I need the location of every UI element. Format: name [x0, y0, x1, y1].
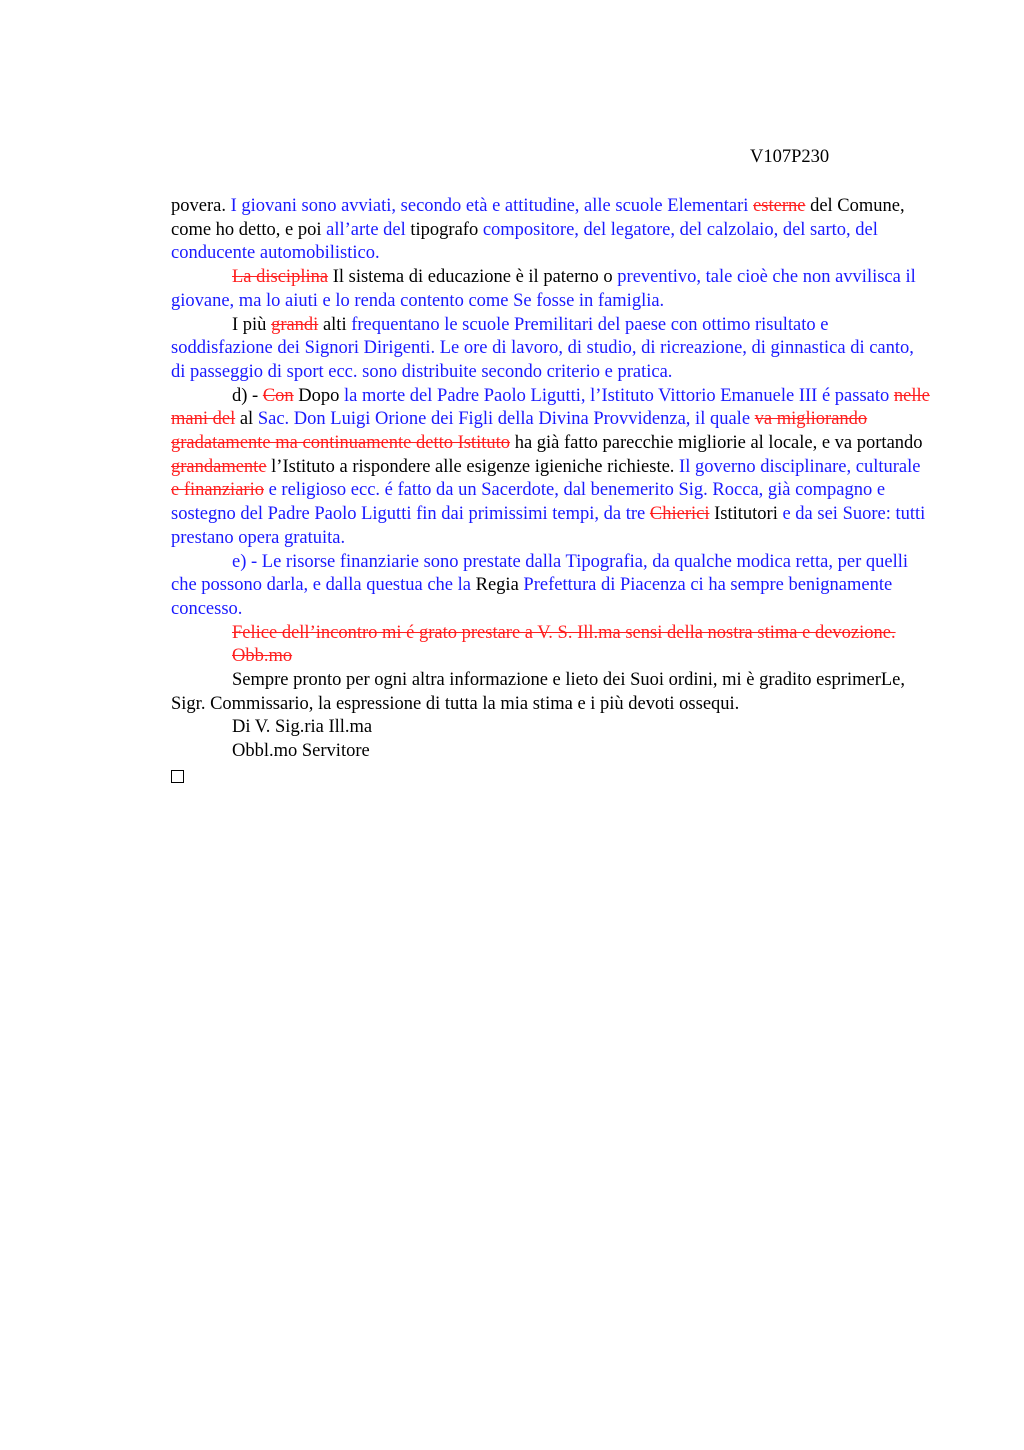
page-identifier: V107P230 — [750, 147, 830, 167]
paragraph-3 — [171, 314, 931, 385]
added-text: e) - Le risorse finanziarie sono prestate dalla Tipografia, da qualche modica retta, per quelli che possono darla, e dalla questua che la — [171, 551, 909, 596]
added-text: Sac. Don Luigi Orione dei Figli della Divina Provvidenza, il quale — [257, 409, 755, 430]
text: alti — [318, 314, 352, 335]
added-text: Prefettura di Piacenza ci ha sempre benignamente concesso. — [171, 575, 893, 619]
text: al — [235, 409, 258, 430]
text: del Comune, come ho detto, e poi — [171, 196, 905, 240]
text: I più — [232, 314, 272, 335]
added-text: e religioso ecc. é fatto da un Sacerdote, dal benemerito Sig. Rocca, già compagno e sostegno del Padre Paolo Ligutti fin dai primissimi tempi, da tre — [171, 480, 886, 525]
deleted-text: grandamente — [171, 456, 267, 477]
text: d) - — [232, 385, 263, 406]
paragraph-5 — [171, 551, 931, 622]
added-text: e da sei Suore: tutti prestano opera gratuita. — [171, 504, 926, 548]
text: Dopo — [293, 385, 345, 406]
closing-salutation — [171, 716, 931, 740]
added-text: la morte del Padre Paolo Ligutti, l’Istituto Vittorio Emanuele III é passato — [344, 385, 894, 406]
paragraph-7 — [171, 645, 931, 669]
text: l’Istituto a rispondere alle esigenze igieniche richieste. — [266, 456, 680, 477]
text: Regia — [475, 575, 519, 596]
text: tipografo — [405, 219, 483, 240]
added-text: compositore, del legatore, del calzolaio, del sarto, del conducente automobilistico. — [171, 219, 878, 264]
paragraph-4 — [171, 385, 931, 551]
deleted-text: e finanziario — [171, 480, 264, 501]
paragraph-6 — [171, 622, 931, 646]
text: Sempre pronto per ogni altra informazione e lieto dei Suoi ordini, mi è gradito esprimerLe, Sigr. Commissario, la espressione di tutta la mia stima e i più devoti ossequi. — [171, 670, 906, 714]
text: povera. — [171, 196, 231, 216]
text: Istitutori — [709, 504, 783, 525]
empty-checkbox-icon — [171, 770, 184, 783]
deleted-text: grandi — [271, 314, 319, 335]
text: Obbl.mo Servitore — [232, 741, 370, 762]
deleted-text: Felice dell’incontro mi é grato prestare a V. S. Ill.ma sensi della nostra stima e devozione. — [232, 622, 896, 643]
added-text: all’arte del — [326, 219, 406, 240]
text: ha già fatto parecchie migliorie al locale, e va portando — [510, 433, 923, 454]
deleted-text: esterne — [753, 196, 806, 216]
paragraph-2 — [171, 266, 931, 313]
text: Il sistema di educazione è il paterno o — [328, 267, 618, 288]
deleted-text: nelle mani del — [171, 385, 930, 430]
added-text: frequentano le scuole Premilitari del paese con ottimo risultato e soddisfazione dei Signori Dirigenti. Le ore di lavoro, di studio, di ricreazione, di ginnastica di canto, di passeggio di sport ecc. sono distribuite secondo criterio e pratica. — [171, 314, 914, 382]
deleted-text: Chierici — [649, 504, 710, 525]
deleted-text: La disciplina — [232, 267, 329, 288]
added-text: I giovani sono avviati, secondo età e attitudine, alle scuole Elementari — [230, 196, 754, 216]
deleted-text: Con — [262, 385, 294, 406]
text: Di V. Sig.ria Ill.ma — [232, 717, 373, 738]
closing-signature — [171, 740, 931, 764]
added-text: Il governo disciplinare, culturale — [679, 456, 921, 477]
letter-body — [171, 195, 931, 791]
paragraph-8 — [171, 669, 931, 716]
deleted-text: Obb.mo — [232, 646, 293, 667]
deleted-text: va migliorando gradatamente ma continuamente detto Istituto — [171, 409, 868, 454]
paragraph-1 — [171, 195, 931, 266]
added-text: preventivo, tale cioè che non avvilisca il giovane, ma lo aiuti e lo renda contento come Se fosse in famiglia. — [171, 267, 916, 311]
